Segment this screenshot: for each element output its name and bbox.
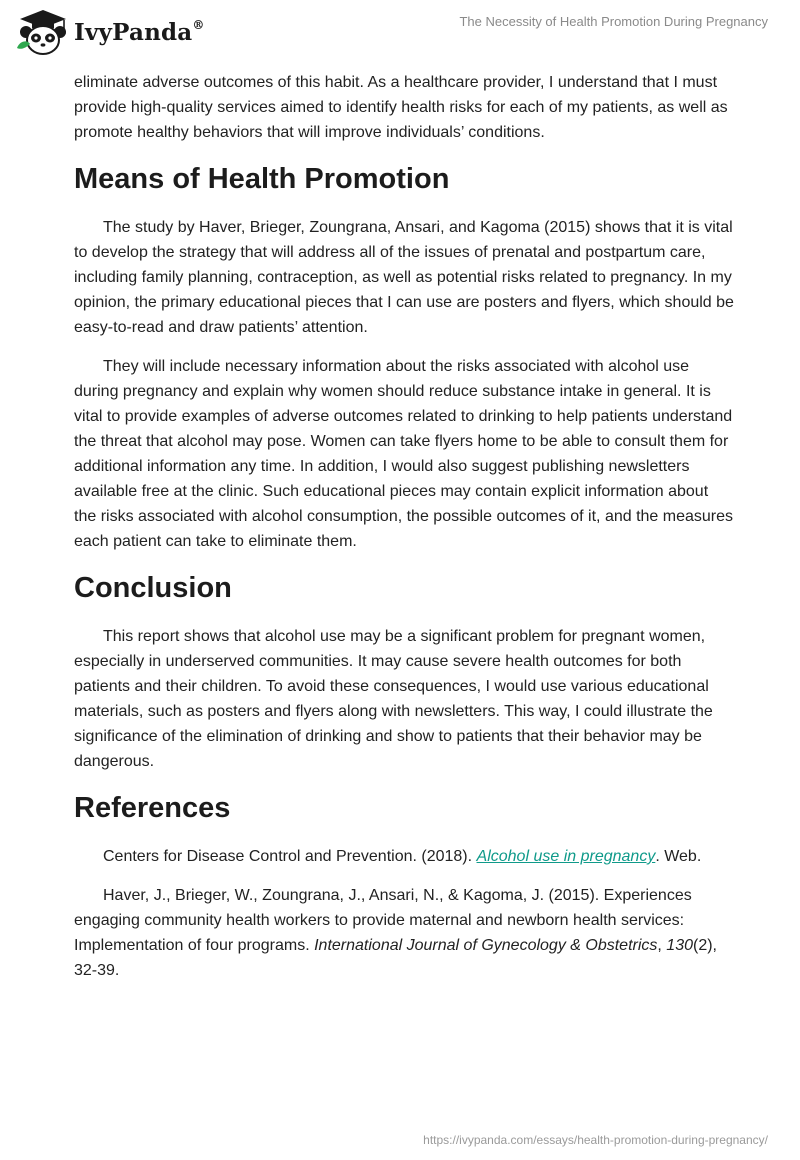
journal-volume: 130 [666,937,693,954]
ivypanda-logo[interactable] [14,8,205,56]
reference-entry: Centers for Disease Control and Prevention. (2018). Alcohol use in pregnancy. Web. [103,848,702,865]
section-heading-means: Means of Health Promotion [74,163,450,195]
page-header [0,0,800,64]
section-heading-conclusion: Conclusion [74,572,232,604]
brand-name: IvyPanda® [74,17,205,46]
means-paragraph-2: They will include necessary information about the risks associated with alcohol use during pregnancy and explain why women should reduce substance intake in general. It is vital to provide examples of adverse outcomes related to drinking to help patients understand the threat that alcohol may pose. Women can take flyers home to be able to consult them for additional information any time. In addition, I would also suggest publishing newsletters available free at the clinic. Such educational pieces may contain explicit information about the risks associated with alcohol consumption, the possible outcomes of it, and the measures each patient can take to eliminate them. [74,358,734,550]
footer-url[interactable]: https://ivypanda.com/essays/health-promotion-during-pregnancy/ [423,1133,768,1147]
essay-body [74,70,734,997]
means-paragraph-1: The study by Haver, Brieger, Zoungrana, Ansari, and Kagoma (2015) shows that it is vital to develop the strategy that will address all of the issues of prenatal and postpartum care, including family planning, contraception, as well as potential risks related to pregnancy. In my opinion, the primary educational pieces that I can use are posters and flyers, which should be easy-to-read and draw patients’ attention. [74,219,734,336]
conclusion-paragraph: This report shows that alcohol use may be a significant problem for pregnant women, especially in underserved communities. It may cause severe health outcomes for both patients and their children. To avoid these consequences, I would use various educational materials, such as posters and flyers along with newsletters. This way, I could illustrate the significance of the elimination of drinking and show to patients that their behavior may be dangerous. [74,628,713,770]
document-title: The Necessity of Health Promotion During Pregnancy [459,14,768,29]
panda-graduate-icon [14,8,72,56]
reference-entry: Haver, J., Brieger, W., Zoungrana, J., Ansari, N., & Kagoma, J. (2015). Experiences engaging community health workers to provide maternal and newborn health services: Implementation of four programs. International Journal of Gynecology & Obstetrics, 130(2), 32-39. [74,887,717,979]
reference-link-alcohol-use[interactable]: Alcohol use in pregnancy [476,848,656,865]
journal-title: International Journal of Gynecology & Obstetrics [314,937,658,954]
intro-paragraph: eliminate adverse outcomes of this habit. As a healthcare provider, I understand that I must provide high-quality services aimed to identify health risks for each of my patients, as well as promote healthy behaviors that will improve individuals’ conditions. [74,74,728,141]
section-heading-references: References [74,792,231,824]
